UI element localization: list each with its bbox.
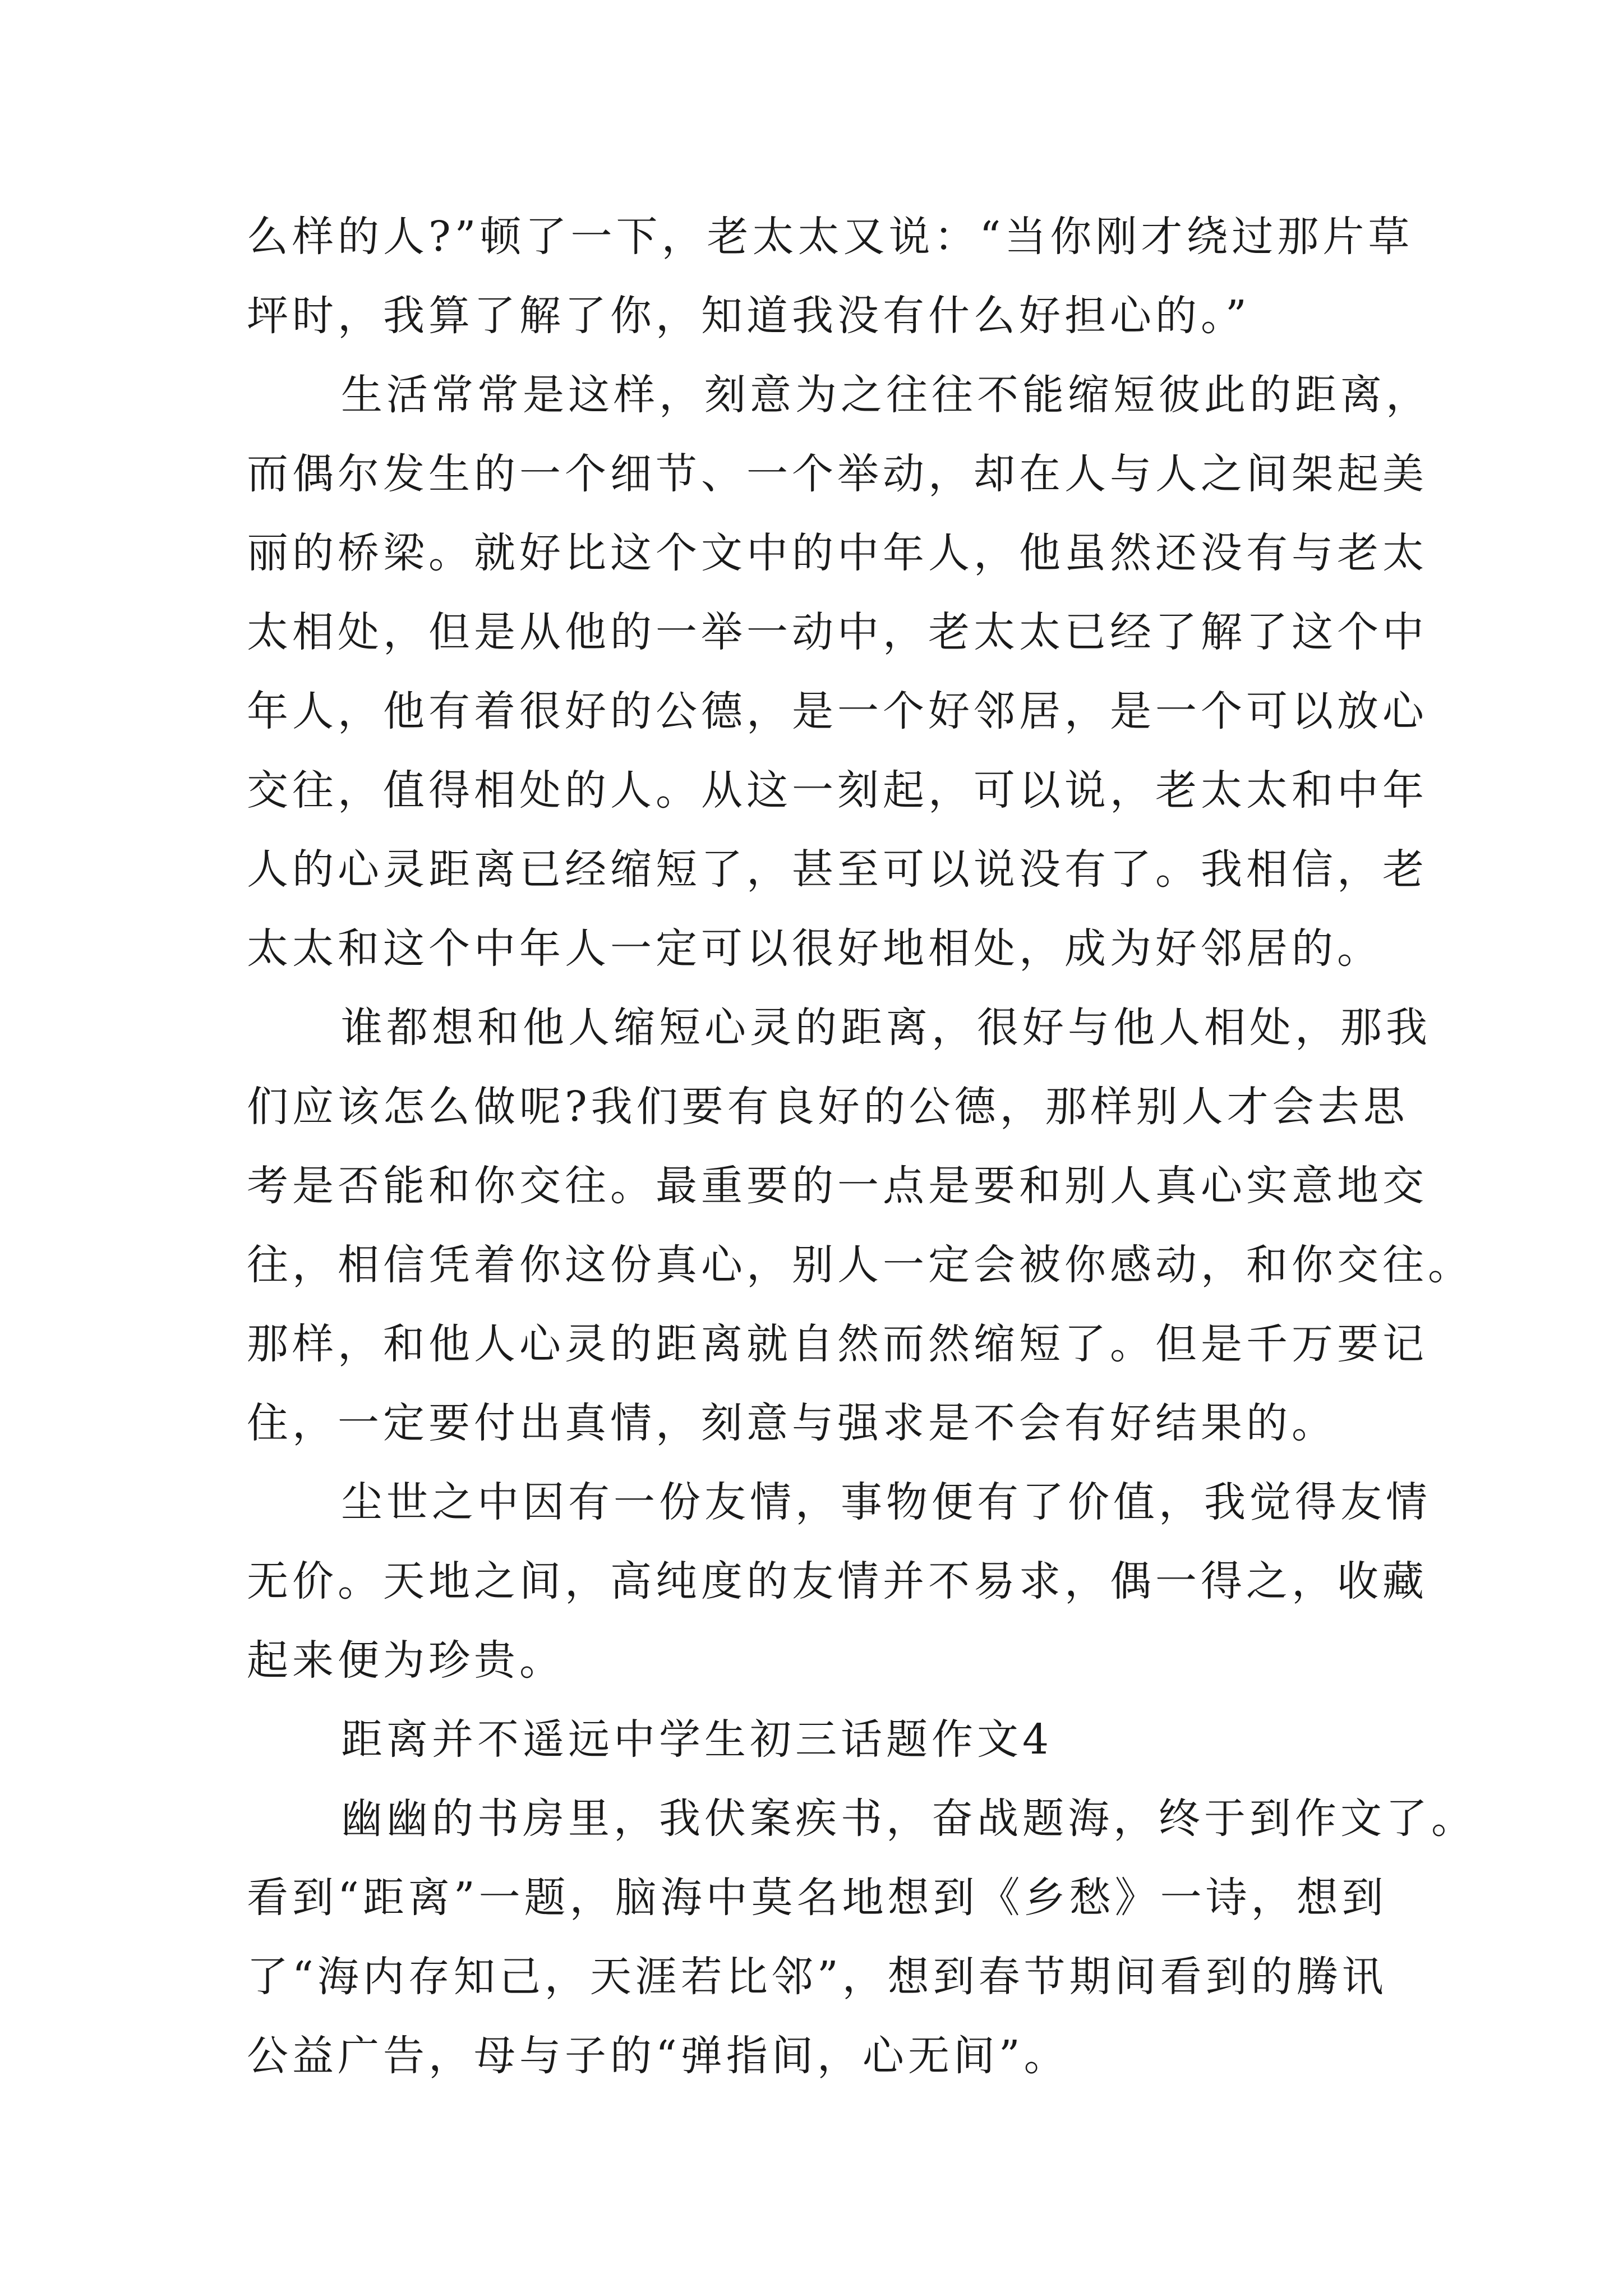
text-line: 考是否能和你交往。最重要的一点是要和别人真心实意地交: [247, 1162, 1428, 1210]
text-line: 公益广告，母与子的“弹指间，心无间”。: [247, 2032, 1069, 2080]
text-line: 太相处，但是从他的一举一动中，老太太已经了解了这个中: [247, 608, 1428, 656]
section-heading: 距离并不遥远中学生初三话题作文4: [341, 1715, 1053, 1764]
text-line: 无价。天地之间，高纯度的友情并不易求，偶一得之，收藏: [247, 1557, 1428, 1605]
text-line: 尘世之中因有一份友情，事物便有了价值，我觉得友情: [341, 1478, 1431, 1526]
text-line: 生活常常是这样，刻意为之往往不能缩短彼此的距离，: [341, 371, 1431, 419]
essay-body: [247, 197, 1477, 2096]
text-line: 年人，他有着很好的公德，是一个好邻居，是一个可以放心: [247, 687, 1428, 735]
text-line: 幽幽的书房里，我伏案疾书，奋战题海，终于到作文了。: [341, 1795, 1477, 1843]
text-line: 太太和这个中年人一定可以很好地相处，成为好邻居的。: [247, 924, 1382, 973]
text-line: 往，相信凭着你这份真心，别人一定会被你感动，和你交往。: [247, 1241, 1473, 1289]
text-line: 而偶尔发生的一个细节、一个举动，却在人与人之间架起美: [247, 450, 1428, 498]
text-line: 起来便为珍贵。: [247, 1636, 565, 1685]
text-line: 了“海内存知己，天涯若比邻”，想到春节期间看到的腾讯: [247, 1953, 1387, 2001]
text-line: 们应该怎么做呢?我们要有良好的公德，那样别人才会去思: [247, 1083, 1409, 1131]
text-line: 谁都想和他人缩短心灵的距离，很好与他人相处，那我: [341, 1004, 1431, 1052]
text-line: 坪时，我算了解了你，知道我没有什么好担心的。”: [247, 292, 1251, 340]
text-line: 人的心灵距离已经缩短了，甚至可以说没有了。我相信，老: [247, 845, 1428, 894]
text-line: 么样的人?”顿了一下，老太太又说：“当你刚才绕过那片草: [247, 213, 1414, 261]
text-line: 住，一定要付出真情，刻意与强求是不会有好结果的。: [247, 1399, 1337, 1447]
text-line: 丽的桥梁。就好比这个文中的中年人，他虽然还没有与老太: [247, 529, 1428, 577]
text-line: 看到“距离”一题，脑海中莫名地想到《乡愁》一诗，想到: [247, 1874, 1387, 1922]
text-line: 交往，值得相处的人。从这一刻起，可以说，老太太和中年: [247, 766, 1428, 815]
text-line: 那样，和他人心灵的距离就自然而然缩短了。但是千万要记: [247, 1320, 1428, 1368]
